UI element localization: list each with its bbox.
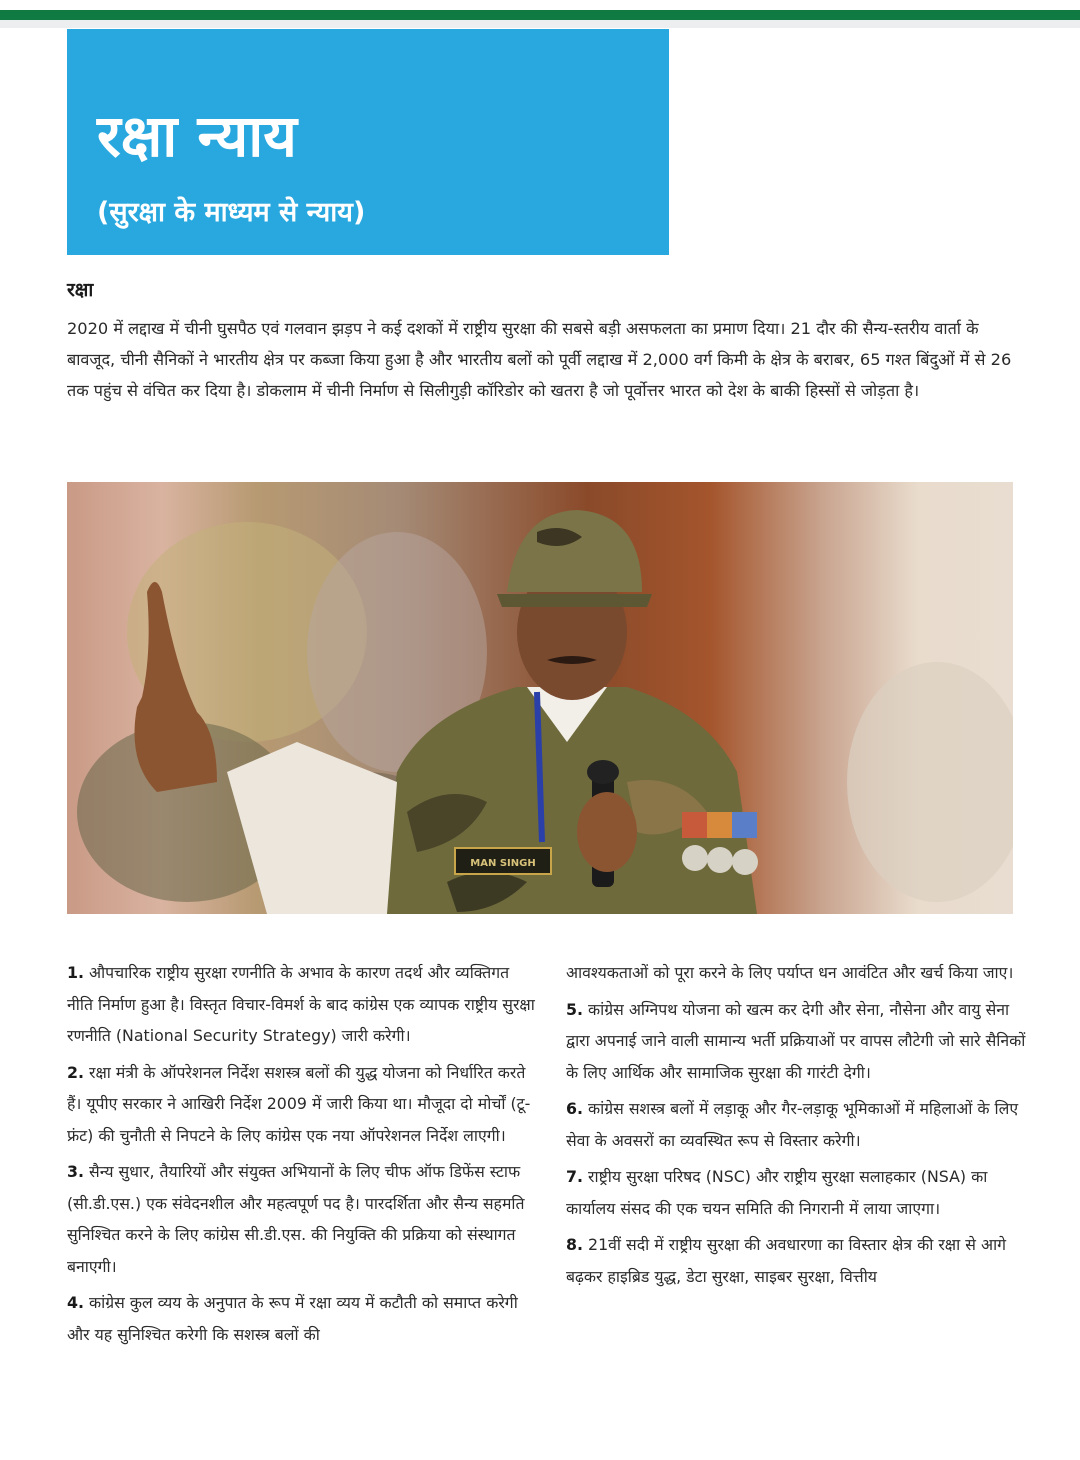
page-title: रक्षा न्याय <box>97 102 297 170</box>
intro-paragraph: 2020 में लद्दाख में चीनी घुसपैठ एवं गलवान झड़प ने कई दशकों में राष्ट्रीय सुरक्षा की सबसे बड़ी असफलता का प्रमाण दिया। 21 दौर की सैन्य-स्तरीय वार्ता के बावजूद, चीनी सैनिकों ने भारतीय क्षेत्र पर कब्जा किया हुआ है और भारतीय बलों को पूर्वी लद्दाख में 2,000 वर्ग किमी के क्षेत्र के बराबर, 65 गश्त बिंदुओं में से 26 तक पहुंच से वंचित कर दिया है। डोकलाम में चीनी निर्माण से सिलीगुड़ी कॉरिडोर को खतरा है जो पूर्वोत्तर भारत को देश के बाकी हिस्सों से जोड़ता है। <box>67 319 1012 400</box>
item-number: 1. <box>67 963 84 982</box>
list-item <box>67 1057 537 1152</box>
policy-list-left <box>67 957 537 1355</box>
item-text: आवश्यकताओं को पूरा करने के लिए पर्याप्त धन आवंटित और खर्च किया जाए। <box>566 963 1014 982</box>
list-item <box>566 1229 1036 1292</box>
soldier-photo <box>67 482 1013 914</box>
item-text: रक्षा मंत्री के ऑपरेशनल निर्देश सशस्त्र बलों की युद्ध योजना को निर्धारित करते हैं। यूपीए सरकार ने आखिरी निर्देश 2009 में जारी किया था। मौजूदा दो मोर्चों (टू-फ्रंट) की चुनौती से निपटने के लिए कांग्रेस एक नया ऑपरेशनल निर्देश लाएगी। <box>67 1062 531 1145</box>
section-heading: रक्षा <box>67 279 94 301</box>
policy-list-right <box>566 957 1036 1297</box>
page-subtitle: (सुरक्षा के माध्यम से न्याय) <box>97 197 366 228</box>
item-number: 5. <box>566 999 583 1019</box>
item-text: 21वीं सदी में राष्ट्रीय सुरक्षा की अवधारणा का विस्तार क्षेत्र की रक्षा से आगे बढ़कर हाइब्रिड युद्ध, डेटा सुरक्षा, साइबर सुरक्षा, वित्तीय <box>566 1235 1006 1286</box>
item-text: सैन्य सुधार, तैयारियों और संयुक्त अभियानों के लिए चीफ ऑफ डिफेंस स्टाफ (सी.डी.एस.) एक संवेदनशील और महत्वपूर्ण पद है। पारदर्शिता और सैन्य सहमति सुनिश्चित करने के लिए कांग्रेस सी.डी.एस. की नियुक्ति की प्रक्रिया को संस्थागत बनाएगी। <box>67 1162 525 1276</box>
item-number: 8. <box>566 1235 583 1254</box>
list-item-continued <box>566 957 1036 989</box>
item-number: 7. <box>566 1167 583 1186</box>
item-number: 2. <box>67 1062 84 1082</box>
item-text: राष्ट्रीय सुरक्षा परिषद (NSC) और राष्ट्रीय सुरक्षा सलाहकार (NSA) का कार्यालय संसद की एक चयन समिति की निगरानी में लाया जाएगा। <box>566 1167 988 1218</box>
item-number: 4. <box>67 1293 84 1312</box>
list-item <box>566 1093 1036 1156</box>
top-accent-bar <box>0 10 1080 20</box>
item-number: 6. <box>566 1099 583 1118</box>
top-divider <box>0 20 1080 28</box>
list-item <box>67 1156 537 1282</box>
list-item <box>67 1287 537 1350</box>
item-text: औपचारिक राष्ट्रीय सुरक्षा रणनीति के अभाव के कारण तदर्थ और व्यक्तिगत नीति निर्माण हुआ है। विस्तृत विचार-विमर्श के बाद कांग्रेस एक व्यापक राष्ट्रीय सुरक्षा रणनीति (National Security Strategy) जारी करेगी। <box>67 963 535 1045</box>
list-item <box>566 994 1036 1089</box>
title-banner <box>67 29 669 255</box>
item-text: कांग्रेस अग्निपथ योजना को खत्म कर देगी और सेना, नौसेना और वायु सेना द्वारा अपनाई जाने वाली सामान्य भर्ती प्रक्रियाओं पर वापस लौटेगी जो सारे सैनिकों के लिए आर्थिक और सामाजिक सुरक्षा की गारंटी देगी। <box>566 999 1026 1082</box>
list-item <box>566 1161 1036 1224</box>
name-tag: MAN SINGH <box>470 858 536 869</box>
list-item <box>67 957 537 1052</box>
item-text: कांग्रेस सशस्त्र बलों में लड़ाकू और गैर-लड़ाकू भूमिकाओं में महिलाओं के लिए सेवा के अवसरों का व्यवस्थित रूप से विस्तार करेगी। <box>566 1099 1019 1150</box>
item-number: 3. <box>67 1162 84 1181</box>
photo-illustration <box>67 482 1013 914</box>
item-text: कांग्रेस कुल व्यय के अनुपात के रूप में रक्षा व्यय में कटौती को समाप्त करेगी और यह सुनिश्चित करेगी कि सशस्त्र बलों की <box>67 1293 518 1344</box>
